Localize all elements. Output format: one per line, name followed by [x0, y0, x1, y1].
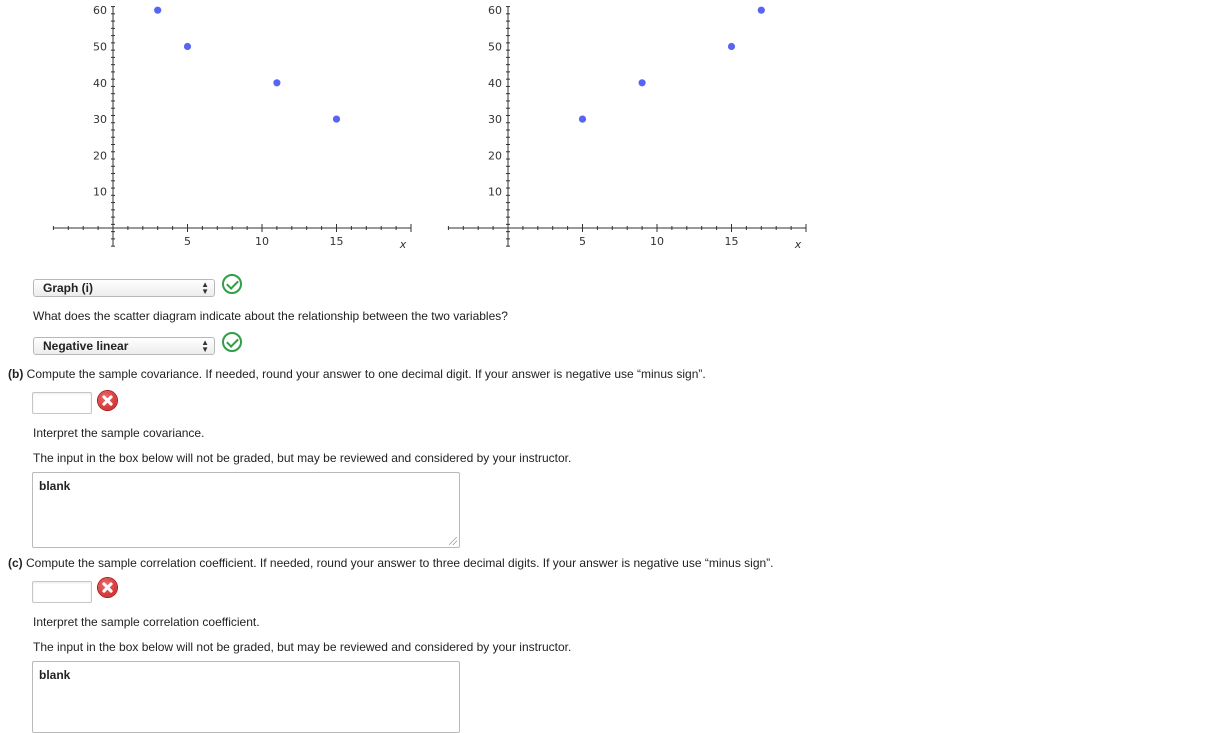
- part-b-question-text: Compute the sample covariance. If needed, round your answer to one decimal digit. If your answer is negative use “minus sign”.: [26, 367, 706, 381]
- covariance-input[interactable]: [32, 392, 92, 414]
- correlation-interpretation-value: blank: [39, 668, 71, 682]
- chart-1-group: [448, 4, 806, 251]
- y-tick-label: 30: [93, 113, 107, 127]
- data-point: [273, 79, 280, 86]
- scatter-chart-right: [395, 0, 855, 265]
- scatter-chart-right-svg: [395, 0, 855, 265]
- x-tick-label: 15: [329, 235, 344, 248]
- scatter-chart-left: [0, 0, 460, 265]
- data-point: [154, 7, 161, 14]
- y-tick-label: 10: [93, 185, 107, 199]
- part-c-interpret-label: Interpret the sample correlation coefficient.: [33, 615, 260, 629]
- part-b-note: The input in the box below will not be graded, but may be reviewed and considered by your instructor.: [33, 451, 572, 465]
- scatter-chart-left-svg: [0, 0, 460, 265]
- x-tick-label: 10: [650, 235, 664, 248]
- x-axis-label: x: [794, 238, 802, 251]
- data-point: [728, 43, 735, 50]
- incorrect-x-icon: [98, 578, 117, 597]
- y-tick-label: 60: [488, 4, 502, 18]
- data-point: [184, 43, 191, 50]
- x-axis-label: x: [399, 238, 407, 251]
- x-tick-label: 10: [255, 235, 269, 248]
- graph-select-value: Graph (i): [43, 281, 93, 295]
- correlation-interpretation-textarea[interactable]: [32, 661, 460, 733]
- part-c-question-text: Compute the sample correlation coefficient. If needed, round your answer to three decimal digits. If your answer is negative use “minus sign”.: [26, 556, 774, 570]
- part-c-note: The input in the box below will not be graded, but may be reviewed and considered by your instructor.: [33, 640, 572, 654]
- y-tick-label: 60: [93, 4, 107, 18]
- resize-grip-icon[interactable]: [449, 537, 457, 545]
- y-tick-label: 10: [488, 185, 502, 199]
- part-b-question: [8, 367, 706, 381]
- relationship-question: What does the scatter diagram indicate about the relationship between the two variables?: [33, 309, 508, 323]
- y-tick-label: 40: [488, 76, 502, 90]
- y-tick-label: 50: [488, 40, 502, 54]
- part-b-interpret-label: Interpret the sample covariance.: [33, 426, 205, 440]
- relationship-select-value: Negative linear: [43, 339, 129, 353]
- covariance-interpretation-textarea[interactable]: [32, 472, 460, 548]
- y-tick-label: 20: [93, 149, 107, 163]
- y-tick-label: 30: [488, 113, 502, 127]
- part-c-question: [8, 556, 774, 570]
- correlation-input[interactable]: [32, 581, 92, 603]
- x-tick-label: 5: [579, 235, 586, 248]
- data-point: [758, 7, 765, 14]
- select-arrows-icon: ▲ ▼: [201, 280, 209, 296]
- covariance-interpretation-value: blank: [39, 479, 71, 493]
- incorrect-x-icon: [98, 391, 117, 410]
- relationship-select[interactable]: [33, 337, 215, 355]
- part-c-label: (c): [8, 556, 23, 570]
- graph-select[interactable]: [33, 279, 215, 297]
- data-point: [333, 116, 340, 123]
- part-b-label: (b): [8, 367, 24, 381]
- x-tick-label: 5: [184, 235, 191, 248]
- data-point: [639, 79, 646, 86]
- correct-check-icon: [222, 274, 242, 294]
- data-point: [579, 116, 586, 123]
- chart-0-group: [53, 4, 411, 251]
- x-tick-label: 15: [724, 235, 739, 248]
- y-tick-label: 40: [93, 76, 107, 90]
- select-arrows-icon: ▲ ▼: [201, 338, 209, 354]
- correct-check-icon: [222, 332, 242, 352]
- y-tick-label: 20: [488, 149, 502, 163]
- y-tick-label: 50: [93, 40, 107, 54]
